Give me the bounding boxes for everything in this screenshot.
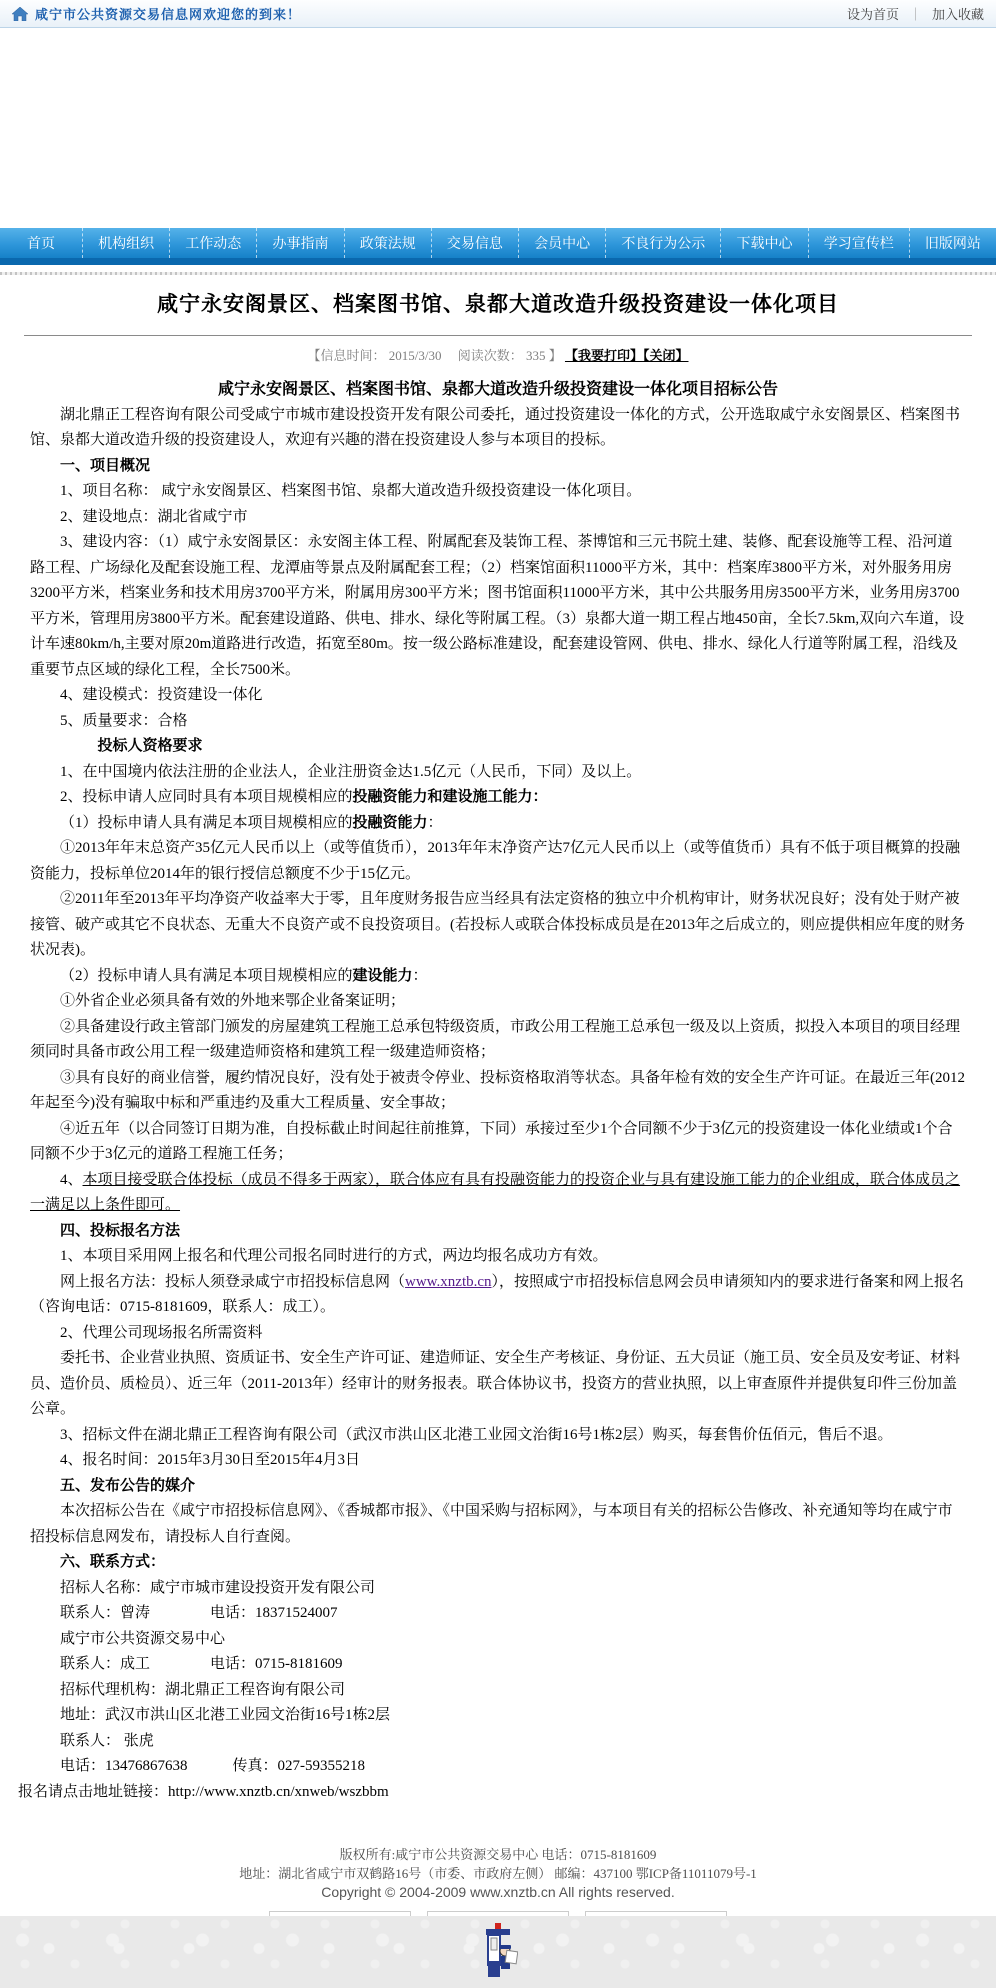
article-paragraph [30,1423,966,1449]
text-segment: 2、代理公司现场报名所需资料 [60,1324,263,1341]
add-favorite-link[interactable]: 加入收藏 [931,7,984,22]
article-paragraph [30,1550,966,1576]
article-paragraph [30,964,966,990]
text-segment: 地址：武汉市洪山区北港工业园文治街16号1栋2层 [60,1707,391,1723]
text-segment: 五、发布公告的媒介 [60,1477,196,1494]
nav-item[interactable]: 工作动态 [169,228,256,258]
text-segment: 3、建设内容：（1）咸宁永安阁景区：永安阁主体工程、附属配套及装饰工程、茶博馆和三元书院土建、装修、配套设施等工程、沿河道路工程、广场绿化及配套设施工程、龙潭庙等景点及附属配套工程；（2）档案馆面积11000平方米，其中：档案库3800平方米，对外服务用房3200平方米，档案业务和技术用房3700平方米，附属用房300平方米；图书馆面积11000平方米，其中公共服务用房3500平方米，业务用房3700平方米，管理用房3800平方米。配套建设道路、供电、排水、绿化等附属工程。（3）泉都大道一期工程占地450亩，全长7.5km,双向六车道，设计车速80km/h,主要对原20m道路进行改造，拓宽至80m。按一级公路标准建设，配套建设管网、供电、排水、绿化人行道等附属工程，沿线及重要节点区域的绿化工程，全长7500米。 [30,534,965,678]
article-paragraph [30,1066,966,1117]
text-segment: 4、 [60,1171,83,1188]
text-segment: 投标人资格要求 [97,738,203,754]
text-segment: 2、建设地点：湖北省咸宁市 [60,508,248,525]
article-paragraph [30,1754,966,1780]
article-paragraph [30,989,966,1015]
nav-underline-strip [0,258,996,265]
article-paragraph [18,1780,966,1806]
text-segment: 2、投标申请人应同时具有本项目规模相应的 [60,789,353,805]
article-paragraph [30,734,966,760]
text-segment: ④近五年（以合同签订日期为准，自投标截止时间起往前推算，下同）承接过至少1个合同额不少于3亿元的投资建设一体化业绩或1个合同额不少于3亿元的道路工程施工任务； [30,1120,953,1162]
footer-address: 地址：湖北省咸宁市双鹤路16号（市委、市政府左侧） 邮编：437100 鄂ICP备11011079号-1 [239,1866,757,1881]
nav-item[interactable]: 不良行为公示 [605,228,720,258]
text-segment: 4、报名时间：2015年3月30日至2015年4月3日 [60,1452,361,1468]
article-paragraph [30,836,966,887]
article-paragraph [30,403,966,454]
article-paragraph [30,1474,966,1500]
nav-item[interactable]: 会员中心 [518,228,605,258]
text-segment: ②2011年至2013年平均净资产收益率大于零，且年度财务报告应当经具有法定资格的独立中介机构审计，财务状况良好；没有处于财产被接管、破产或其它不良状态、无重大不良资产或不良投资项目。(若投标人或联合体投标成员是在2013年之后成立的，则应提供相应年度的财务状况表)。 [30,891,966,958]
article-paragraph [30,760,966,786]
nav-item[interactable]: 学习宣传栏 [808,228,909,258]
article-paragraph [30,1448,966,1474]
text-segment: 1、项目名称： 咸宁永安阁景区、档案图书馆、泉都大道改造升级投资建设一体化项目。 [60,483,642,499]
text-segment: 5、质量要求：合格 [60,712,188,729]
text-segment: ： [427,814,443,831]
nav-item[interactable]: 旧版网站 [909,228,996,258]
text-segment: ： [412,967,428,984]
home-icon [12,7,28,21]
dotted-divider [0,272,996,275]
article-paragraph [30,1576,966,1602]
text-segment: ②具备建设行政主管部门颁发的房屋建筑工程施工总承包特级资质，市政公用工程施工总承包一级及以上资质，拟投入本项目的项目经理须同时具备市政公用工程一级建造师资格和建筑工程一级建造师资格； [30,1018,961,1060]
article-paragraph [30,811,966,837]
article-paragraph [30,1015,966,1066]
article-paragraph [30,1270,966,1321]
article-paragraph [30,1321,966,1347]
article-paragraph [30,377,966,403]
set-home-link[interactable]: 设为首页 [846,7,899,22]
text-segment: 联系人： 张虎 [60,1732,154,1749]
text-segment: 1、在中国境内依法注册的企业法人，企业注册资金达1.5亿元（人民币，下同）及以上。 [60,763,642,780]
nav-item[interactable]: 机构组织 [82,228,169,258]
article-paragraph [30,1652,966,1678]
text-segment: 投融资能力和建设施工能力： [352,789,548,805]
text-segment: （2）投标申请人具有满足本项目规模相应的 [60,967,353,984]
text-segment: 一、项目概况 [60,457,151,474]
text-segment: 投融资能力 [352,814,428,831]
article-paragraph [30,479,966,505]
main-nav [0,228,996,258]
text-segment: 招标人名称：咸宁市城市建设投资开发有限公司 [60,1579,376,1596]
article-paragraph [30,887,966,964]
topbar-separator: ｜ [908,7,922,22]
meta-bar [0,345,996,364]
article-paragraph [30,1244,966,1270]
text-segment: 委托书、企业营业执照、资质证书、安全生产许可证、建造师证、安全生产考核证、身份证、五大员证（施工员、安全员及安考证、材料员、造价员、质检员）、近三年（2011-2013年）经审计的财务报表。联合体协议书，投资方的营业执照，以上审查原件并提供复印件三份加盖公章。 [30,1350,961,1417]
meta-info-text: 【信息时间： 2015/3/30 阅读次数： 335 】 [307,348,562,363]
title-divider [24,335,972,336]
article-paragraph [30,1346,966,1423]
article-body [0,377,996,1805]
text-segment: ③具有良好的商业信誉，履约情况良好，没有处于被责令停业、投标资格取消等状态。具备年检有效的安全生产许可证。在最近三年(2012年起至今)没有骗取中标和严重违约及重大工程质量、安全事故； [30,1069,966,1111]
text-segment: 1、本项目采用网上报名和代理公司报名同时进行的方式，两边均报名成功方有效。 [60,1248,608,1264]
footer-copyright-en: Copyright © 2004-2009 www.xnztb.cn All rights reserved. [321,1884,675,1900]
article-paragraph [30,1703,966,1729]
text-segment: 招标代理机构：湖北鼎正工程咨询有限公司 [60,1681,346,1698]
article-paragraph [30,785,966,811]
text-segment: 湖北鼎正工程咨询有限公司受咸宁市城市建设投资开发有限公司委托，通过投资建设一体化的方式，公开选取咸宁永安阁景区、档案图书馆、泉都大道改造升级的投资建设人，欢迎有兴趣的潜在投资建设人参与本项目的投标。 [30,406,961,448]
page-title: 咸宁永安阁景区、档案图书馆、泉都大道改造升级投资建设一体化项目 [157,292,839,316]
police-booth-icon [478,1921,518,1984]
text-segment: ①2013年年末总资产35亿元人民币以上（或等值货币），2013年年末净资产达7亿元人民币以上（或等值货币）具有不低于项目概算的投融资能力，投标单位2014年的银行授信总额度不少于15亿元。 [30,840,961,882]
inline-link[interactable]: www.xnztb.cn [405,1273,492,1290]
nav-item[interactable]: 办事指南 [256,228,343,258]
text-segment: 四、投标报名方法 [60,1222,181,1239]
text-segment: 联系人：成工 电话：0715-8181609 [60,1656,343,1672]
nav-item[interactable]: 交易信息 [431,228,518,258]
article-paragraph [30,683,966,709]
text-segment: 网上报名方法：投标人须登录咸宁市招投标信息网（ [60,1273,406,1290]
text-segment: 3、招标文件在湖北鼎正工程咨询有限公司（武汉市洪山区北港工业园文治街16号1栋2层）购买，每套售价伍佰元，售后不退。 [60,1426,893,1443]
article-paragraph [30,1678,966,1704]
bottom-decor-band [0,1916,996,1988]
text-segment: 4、建设模式：投资建设一体化 [60,687,263,703]
text-segment: （1）投标申请人具有满足本项目规模相应的 [60,814,353,831]
footer [0,1845,996,1902]
text-segment: 本项目接受联合体投标（成员不得多于两家），联合体应有具有投融资能力的投资企业与具有建设施工能力的企业组成，联合体成员之一满足以上条件即可。 [30,1171,961,1213]
article-paragraph [30,709,966,735]
article-paragraph [30,1601,966,1627]
article-paragraph [30,1499,966,1550]
article-paragraph [30,1117,966,1168]
article-paragraph [30,505,966,531]
text-segment: 六、联系方式： [60,1554,166,1570]
article-paragraph [30,1168,966,1219]
article-paragraph [30,454,966,480]
footer-copyright-owner: 版权所有:咸宁市公共资源交易中心 电话：0715-8181609 [339,1847,657,1862]
text-segment: 咸宁市公共资源交易中心 [60,1630,226,1647]
topbar [0,0,996,28]
text-segment: 建设能力 [352,967,413,984]
article-paragraph [30,1729,966,1755]
text-segment: ），按照咸宁市招投标信息网会员申请须知内的要求进行备案和网上报名（咨询电话：0715-8181609，联系人：成工）。 [30,1273,965,1315]
text-segment: 联系人：曾涛 电话：18371524007 [60,1605,338,1621]
banner-area [0,28,996,228]
article-paragraph [30,1219,966,1245]
nav-item[interactable]: 下载中心 [720,228,807,258]
nav-item[interactable]: 政策法规 [344,228,431,258]
text-segment: ①外省企业必须具备有效的外地来鄂企业备案证明； [60,993,406,1009]
article-paragraph [30,1627,966,1653]
text-segment: 电话：13476867638 传真：027-59355218 [60,1758,365,1774]
text-segment: 本次招标公告在《咸宁市招投标信息网》、《香城都市报》、《中国采购与招标网》，与本项目有关的招标公告修改、补充通知等均在咸宁市招投标信息网发布，请投标人自行查阅。 [30,1503,953,1545]
close-link[interactable]: 【关闭】 [642,348,689,363]
print-link[interactable]: 【我要打印】 [564,348,643,363]
article-paragraph [30,530,966,683]
text-segment: 咸宁永安阁景区、档案图书馆、泉都大道改造升级投资建设一体化项目招标公告 [217,381,778,398]
site-welcome-text: 咸宁市公共资源交易信息网欢迎您的到来！ [35,7,302,22]
nav-item[interactable]: 首页 [27,235,55,251]
text-segment: 报名请点击地址链接：http://www.xnztb.cn/xnweb/wszbbm [18,1783,389,1800]
